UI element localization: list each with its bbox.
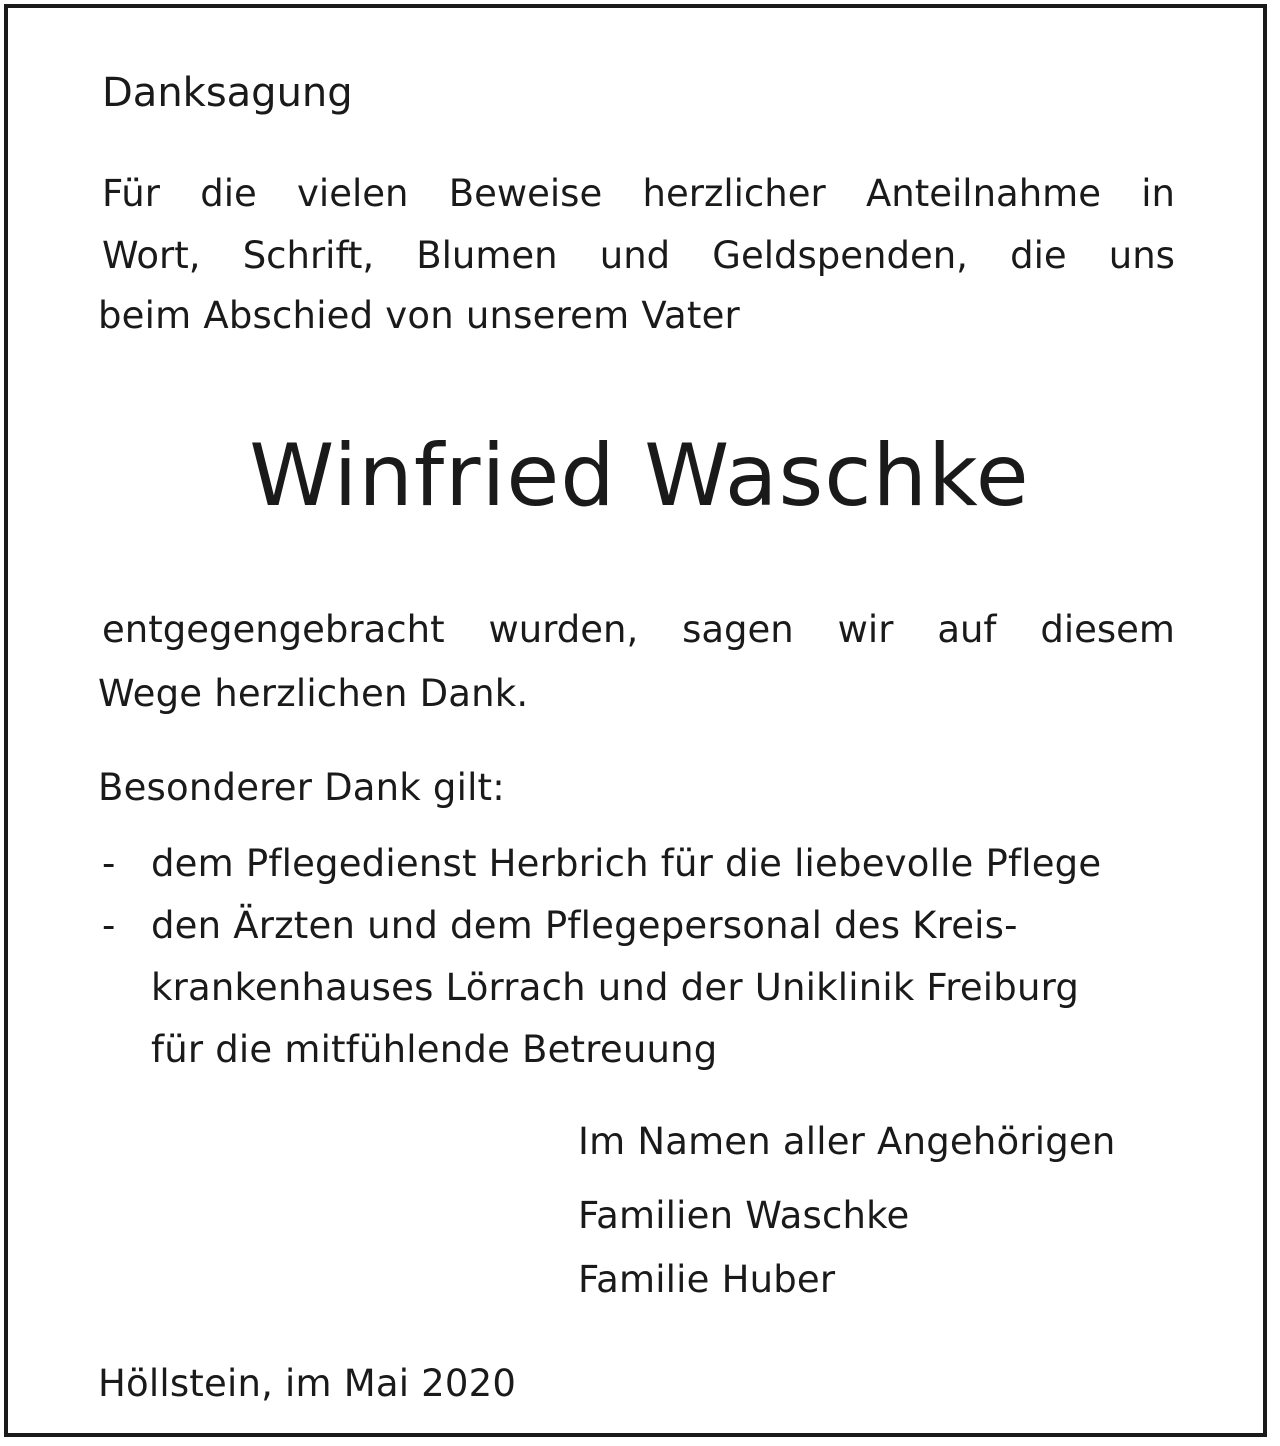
- word: und: [599, 234, 671, 277]
- word: auf: [937, 608, 997, 651]
- signature-line-2: Familien Waschke: [578, 1194, 910, 1237]
- list-bullet: -: [102, 842, 116, 885]
- word: uns: [1108, 234, 1175, 277]
- intro-line-3: beim Abschied von unserem Vater: [98, 294, 740, 337]
- thanks-item-2-line-1: den Ärzten und dem Pflegepersonal des Kreis-: [151, 904, 1018, 947]
- special-thanks-label: Besonderer Dank gilt:: [98, 766, 505, 809]
- word: die: [1010, 234, 1067, 277]
- word: Für: [102, 172, 160, 215]
- word: die: [200, 172, 257, 215]
- place-date: Höllstein, im Mai 2020: [98, 1362, 517, 1405]
- intro-line-2: [102, 234, 1175, 277]
- signature-line-3: Familie Huber: [578, 1258, 836, 1301]
- deceased-name: Winfried Waschke: [249, 426, 1030, 526]
- word: Schrift,: [242, 234, 375, 277]
- intro-line-1: [102, 172, 1175, 215]
- word: sagen: [682, 608, 794, 651]
- continuation-line-2: Wege herzlichen Dank.: [98, 672, 529, 715]
- word: vielen: [297, 172, 409, 215]
- list-bullet: -: [102, 904, 116, 947]
- word: Wort,: [102, 234, 201, 277]
- word: wir: [837, 608, 894, 651]
- word: Geldspenden,: [712, 234, 968, 277]
- word: wurden,: [488, 608, 639, 651]
- word: entgegengebracht: [102, 608, 445, 651]
- thanks-item-2-line-2: krankenhauses Lörrach und der Uniklinik Freiburg: [151, 966, 1080, 1009]
- word: herzlicher: [642, 172, 826, 215]
- notice-heading: Danksagung: [102, 70, 353, 116]
- notice-frame: [4, 4, 1267, 1437]
- word: Blumen: [416, 234, 558, 277]
- continuation-line-1: [102, 608, 1175, 651]
- word: in: [1141, 172, 1175, 215]
- word: Anteilnahme: [865, 172, 1101, 215]
- word: diesem: [1040, 608, 1175, 651]
- thanks-item-2-line-3: für die mitfühlende Betreuung: [151, 1028, 718, 1071]
- signature-line-1: Im Namen aller Angehörigen: [578, 1120, 1116, 1163]
- thanks-item-1: dem Pflegedienst Herbrich für die liebevolle Pflege: [151, 842, 1102, 885]
- word: Beweise: [448, 172, 603, 215]
